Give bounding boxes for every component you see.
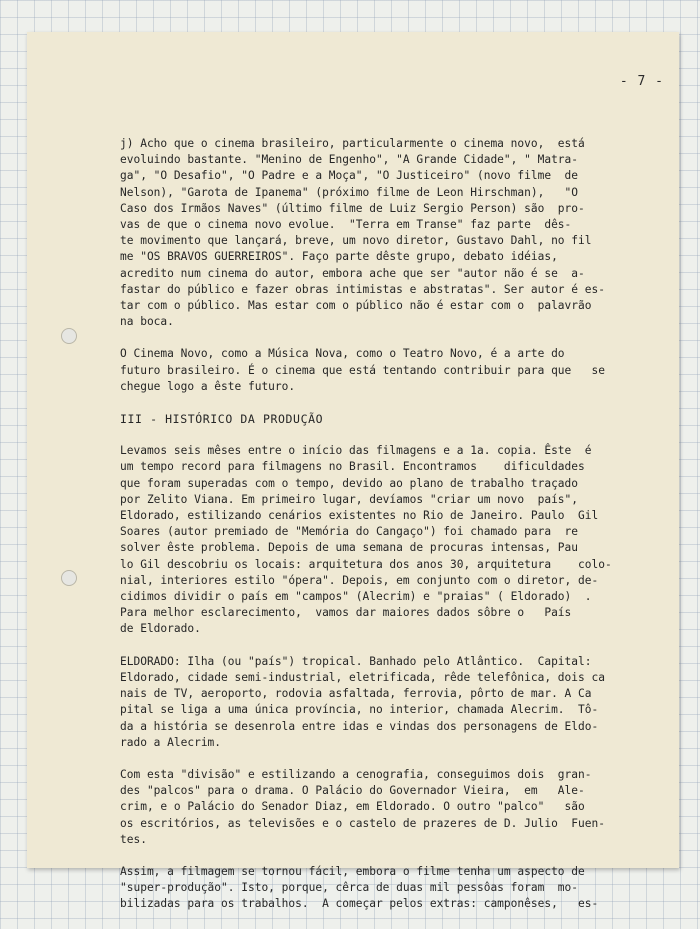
punch-hole <box>61 570 77 586</box>
page-number: - 7 - <box>619 74 664 89</box>
paragraph-cinema-novo-evolution: j) Acho que o cinema brasileiro, particularmente o cinema novo, está evoluindo bastante. "Menino de Engenho", "A Grande Cidade", " Matra- ga", "O Desafio", "O Padre e a Moça", "O Justiceiro" (novo filme de Nelson), "Garota de Ipanema" (próximo filme de Leon Hirschman), "O Caso dos Irmãos Naves" (último filme de Luiz Sergio Person) são pro- vas de que o cinema novo evolue. "Terra em Transe" faz parte dês- te movimento que lançará, breve, um novo diretor, Gustavo Dahl, no fil me "OS BRAVOS GUERREIROS". Faço parte dêste grupo, debato idéias, acredito num cinema do autor, embora ache que ser "autor não é se a- fastar do público e fazer obras intimistas e abstratas". Ser autor é es- tar com o público. Mas estar com o público não é estar com o palavrão na boca. <box>120 137 605 329</box>
paragraph-filming: Assim, a filmagem se tornou fácil, embora o filme tenha um aspecto de "super-produção". Isto, porque, cêrca de duas mil pessôas foram mo- bilizadas para os trabalhos. A começar pelos extras: camponêses, es- <box>120 864 599 911</box>
paragraph-cinema-novo-future: O Cinema Novo, como a Música Nova, como o Teatro Novo, é a arte do futuro brasileiro. É o cinema que está tentando contribuir para que se chegue logo a êste futuro. <box>120 347 605 393</box>
paragraph-production-time: Levamos seis mêses entre o início das filmagens e a 1a. copia. Êste é um tempo record para filmagens no Brasil. Encontramos dificuldades que foram superadas com o tempo, devido ao plano de trabalho traçado por Zelito Viana. Em primeiro lugar, devíamos "criar um novo país", Eldorado, estilizando cenários existentes no Rio de Janeiro. Paulo Gil Soares (autor premiado de "Memória do Cangaço") foi chamado para re solver êste problema. Depois de uma semana de procuras intensas, Pau lo Gil descobriu os locais: arquitetura dos anos 30, arquitetura colo- nial, interiores estilo "ópera". Depois, em conjunto com o diretor, de- cidimos dividir o país em "campos" (Alecrim) e "praias" ( Eldorado) . Para melhor esclarecimento, vamos dar maiores dados sôbre o País de Eldorado. <box>120 444 612 636</box>
section-heading: III - HISTÓRICO DA PRODUÇÃO <box>120 412 324 427</box>
punch-hole <box>61 328 77 344</box>
paragraph-division: Com esta "divisão" e estilizando a cenografia, conseguimos dois gran- des "palcos" para o drama. O Palácio do Governador Vieira, em Ale- crim, e o Palácio do Senador Diaz, em Eldorado. O outro "palco" são os escritórios, as televisões e o castelo de prazeres de D. Julio Fuen- tes. <box>120 767 605 846</box>
document-body <box>120 136 614 929</box>
paragraph-eldorado: ELDORADO: Ilha (ou "país") tropical. Banhado pelo Atlântico. Capital: Eldorado, cidade semi-industrial, eletrificada, rêde telefônica, dois ca nais de TV, aeroporto, rodovia asfaltada, ferrovia, pôrto de mar. A Ca pital se liga a uma única província, no interior, chamada Alecrim. Tô- da a história se desenrola entre idas e vindas dos personagens de Eldo- rado a Alecrim. <box>120 654 605 749</box>
